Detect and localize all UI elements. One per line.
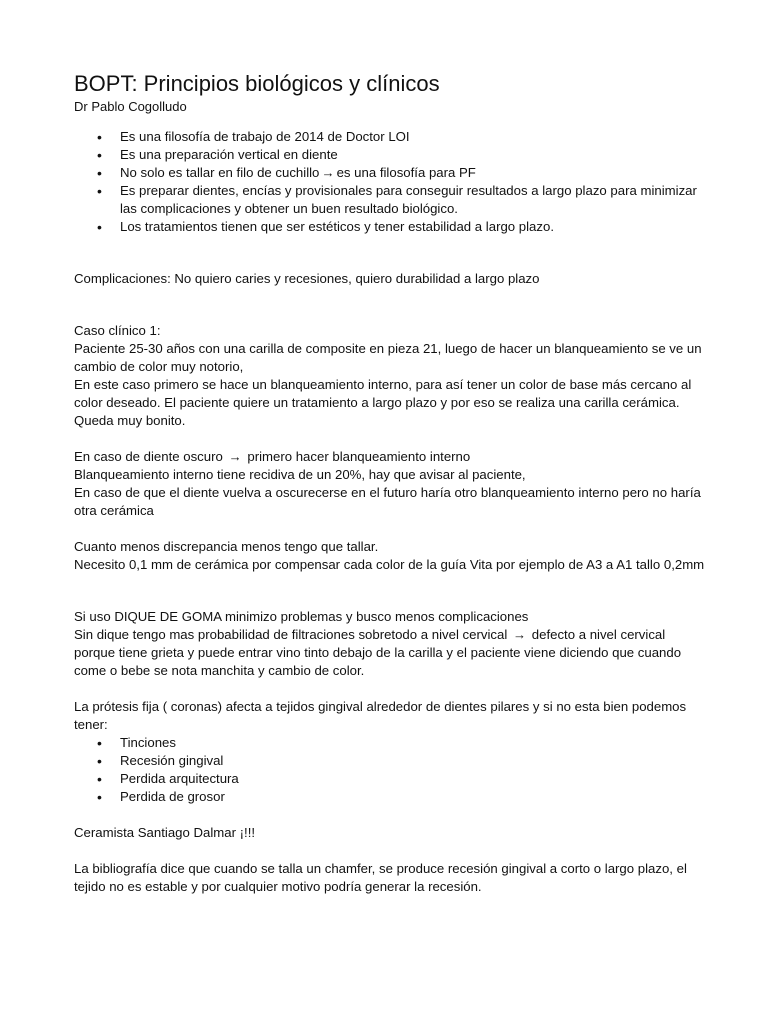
ceramista-text: Ceramista Santiago Dalmar ¡!!! — [74, 825, 256, 840]
list-item: • Los tratamientos tienen que ser estéticos y tener estabilidad a largo plazo. — [120, 218, 708, 236]
author-name: Dr Pablo Cogolludo — [74, 99, 187, 114]
discrepancia-text: Cuanto menos discrepancia menos tengo que tallar. — [74, 539, 379, 554]
arrow-icon: → — [228, 449, 242, 464]
oscuro-text: En caso de diente oscuro → primero hacer blanqueamiento interno — [74, 449, 471, 464]
dique-text-1: Si uso DIQUE DE GOMA minimizo problemas y busco menos complicaciones — [74, 609, 529, 624]
complicaciones-text: Complicaciones: No quiero caries y recesiones, quiero durabilidad a largo plazo — [74, 271, 540, 286]
page-title: BOPT: Principios biológicos y clínicos — [74, 71, 440, 96]
protesis-text: La prótesis fija ( coronas) afecta a tejidos gingival alrededor de dientes pilares y si no esta bien podemos tener: — [74, 699, 687, 732]
list-item: • Es preparar dientes, encías y provisionales para conseguir resultados a largo plazo para minimizar las complicaciones y obtener un buen resultado biológico. — [120, 182, 708, 218]
list-item: • No solo es tallar en filo de cuchillo → es una filosofía para PF — [120, 164, 708, 182]
list-item: • Es una preparación vertical en diente — [120, 146, 708, 164]
list-item: • Perdida de grosor — [120, 788, 708, 806]
arrow-icon: → — [321, 165, 335, 180]
recidiva-text: Blanqueamiento interno tiene recidiva de un 20%, hay que avisar al paciente, — [74, 467, 526, 482]
futuro-text: En caso de que el diente vuelva a oscurecerse en el futuro haría otro blanqueamiento interno pero no haría otra cerámica — [74, 485, 701, 518]
list-item: • Tinciones — [120, 734, 708, 752]
dique-text-2: Sin dique tengo mas probabilidad de filtraciones sobretodo a nivel cervical → defecto a nivel cervical porque tiene grieta y puede entrar vino tinto debajo de la carilla y el paciente viene diciendo que cuando come o bebe se nota manchita y cambio de color. — [74, 627, 682, 678]
list-item: • Perdida arquitectura — [120, 770, 708, 788]
necesito-text: Necesito 0,1 mm de cerámica por compensar cada color de la guía Vita por ejemplo de A3 a A1 tallo 0,2mm — [74, 557, 705, 572]
intro-bullet-list — [74, 128, 708, 236]
caso-paragraph-1: Paciente 25-30 años con una carilla de composite en pieza 21, luego de hacer un blanqueamiento se ve un cambio de color muy notorio, — [74, 341, 702, 374]
bibliografia-text: La bibliografía dice que cuando se talla un chamfer, se produce recesión gingival a corto o largo plazo, el tejido no es estable y por cualquier motivo podría generar la recesión. — [74, 861, 687, 894]
list-item: • Es una filosofía de trabajo de 2014 de Doctor LOI — [120, 128, 708, 146]
caso-title: Caso clínico 1: — [74, 323, 161, 338]
caso-paragraph-2: En este caso primero se hace un blanqueamiento interno, para así tener un color de base más cercano al color deseado. El paciente quiere un tratamiento a largo plazo y por eso se realiza una carilla cerámica. Queda muy bonito. — [74, 377, 692, 428]
list-item: • Recesión gingival — [120, 752, 708, 770]
protesis-bullet-list — [74, 734, 708, 806]
arrow-icon: → — [512, 627, 527, 642]
